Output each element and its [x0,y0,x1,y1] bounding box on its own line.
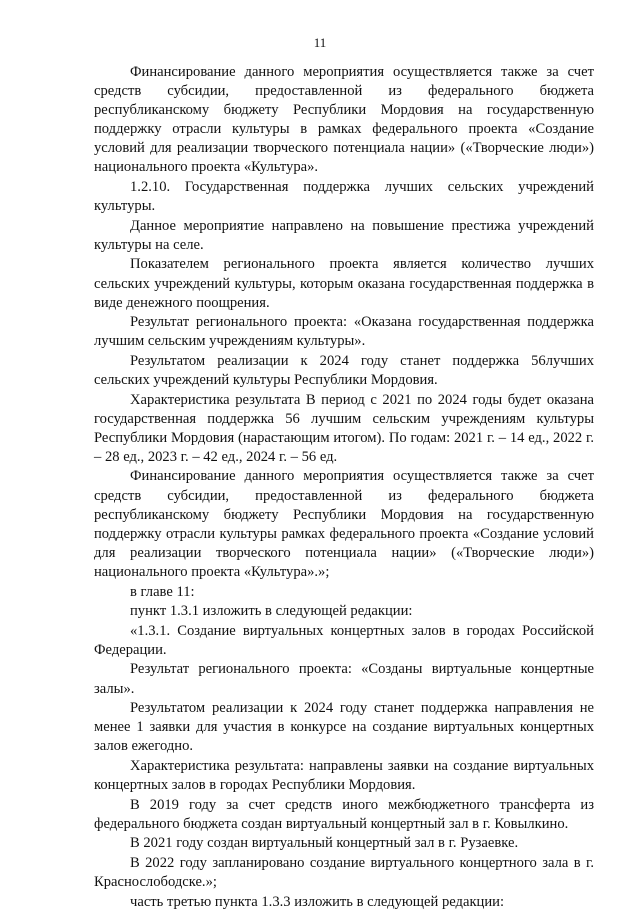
paragraph: Результат регионального проекта: «Созданы виртуальные концертные залы». [94,661,594,697]
paragraph: В 2021 году создан виртуальный концертный зал в г. Рузаевке. [130,835,519,852]
paragraph: В 2019 году за счет средств иного межбюджетного трансферта из федерального бюджета создан виртуальный концертный зал в г. Ковылкино. [94,796,594,832]
paragraph: Характеристика результата В период с 2021 по 2024 годы будет оказана государственная поддержка 56 лучшим сельским учреждениям культуры Республики Мордовия (нарастающим итогом). По годам: 2021 г. – 14 ед., 2022 г. – 28 ед., 2023 г. – 42 ед., 2024 г. – 56 ед. [94,391,594,465]
document-body [94,63,594,912]
paragraph: Показателем регионального проекта является количество лучших сельских учреждений культуры, которым оказана государственная поддержка в виде денежного поощрения. [94,256,594,311]
paragraph: В 2022 году запланировано создание виртуального концертного зала в г. Краснослободске.»; [94,854,594,890]
paragraph: в главе 11: [130,583,195,600]
paragraph: часть третью пункта 1.3.3 изложить в следующей редакции: [130,893,505,910]
paragraph: Результатом реализации к 2024 году станет поддержка 56лучших сельских учреждений культуры Республики Мордовия. [94,352,594,388]
paragraph: Финансирование данного мероприятия осуществляется также за счет средств субсидии, предоставленной из федерального бюджета республиканскому бюджету Республики Мордовия на государственную поддержку отрасли культуры рамках федерального проекта «Создание условий для реализации творческого потенциала нации» («Творческие люди») национального проекта «Культура».»; [94,468,594,580]
paragraph: Финансирование данного мероприятия осуществляется также за счет средств субсидии, предоставленной из федерального бюджета республиканскому бюджету Республики Мордовия на государственную поддержку отрасли культуры в рамках федерального проекта «Создание условий для реализации творческого потенциала нации» («Творческие люди») национального проекта «Культура». [94,64,594,176]
paragraph: Данное мероприятие направлено на повышение престижа учреждений культуры на селе. [94,217,594,253]
paragraph: 1.2.10. Государственная поддержка лучших сельских учреждений культуры. [94,179,594,215]
paragraph: «1.3.1. Создание виртуальных концертных залов в городах Российской Федерации. [94,622,594,658]
paragraph: Характеристика результата: направлены заявки на создание виртуальных концертных залов в городах Республики Мордовия. [94,757,594,793]
paragraph: Результатом реализации к 2024 году станет поддержка направления не менее 1 заявки для участия в конкурсе на создание виртуальных концертных залов ежегодно. [94,700,594,755]
paragraph: пункт 1.3.1 изложить в следующей редакции: [130,603,413,620]
paragraph: Результат регионального проекта: «Оказана государственная поддержка лучшим сельским учреждениям культуры». [94,314,594,350]
page-number: 11 [313,35,327,50]
